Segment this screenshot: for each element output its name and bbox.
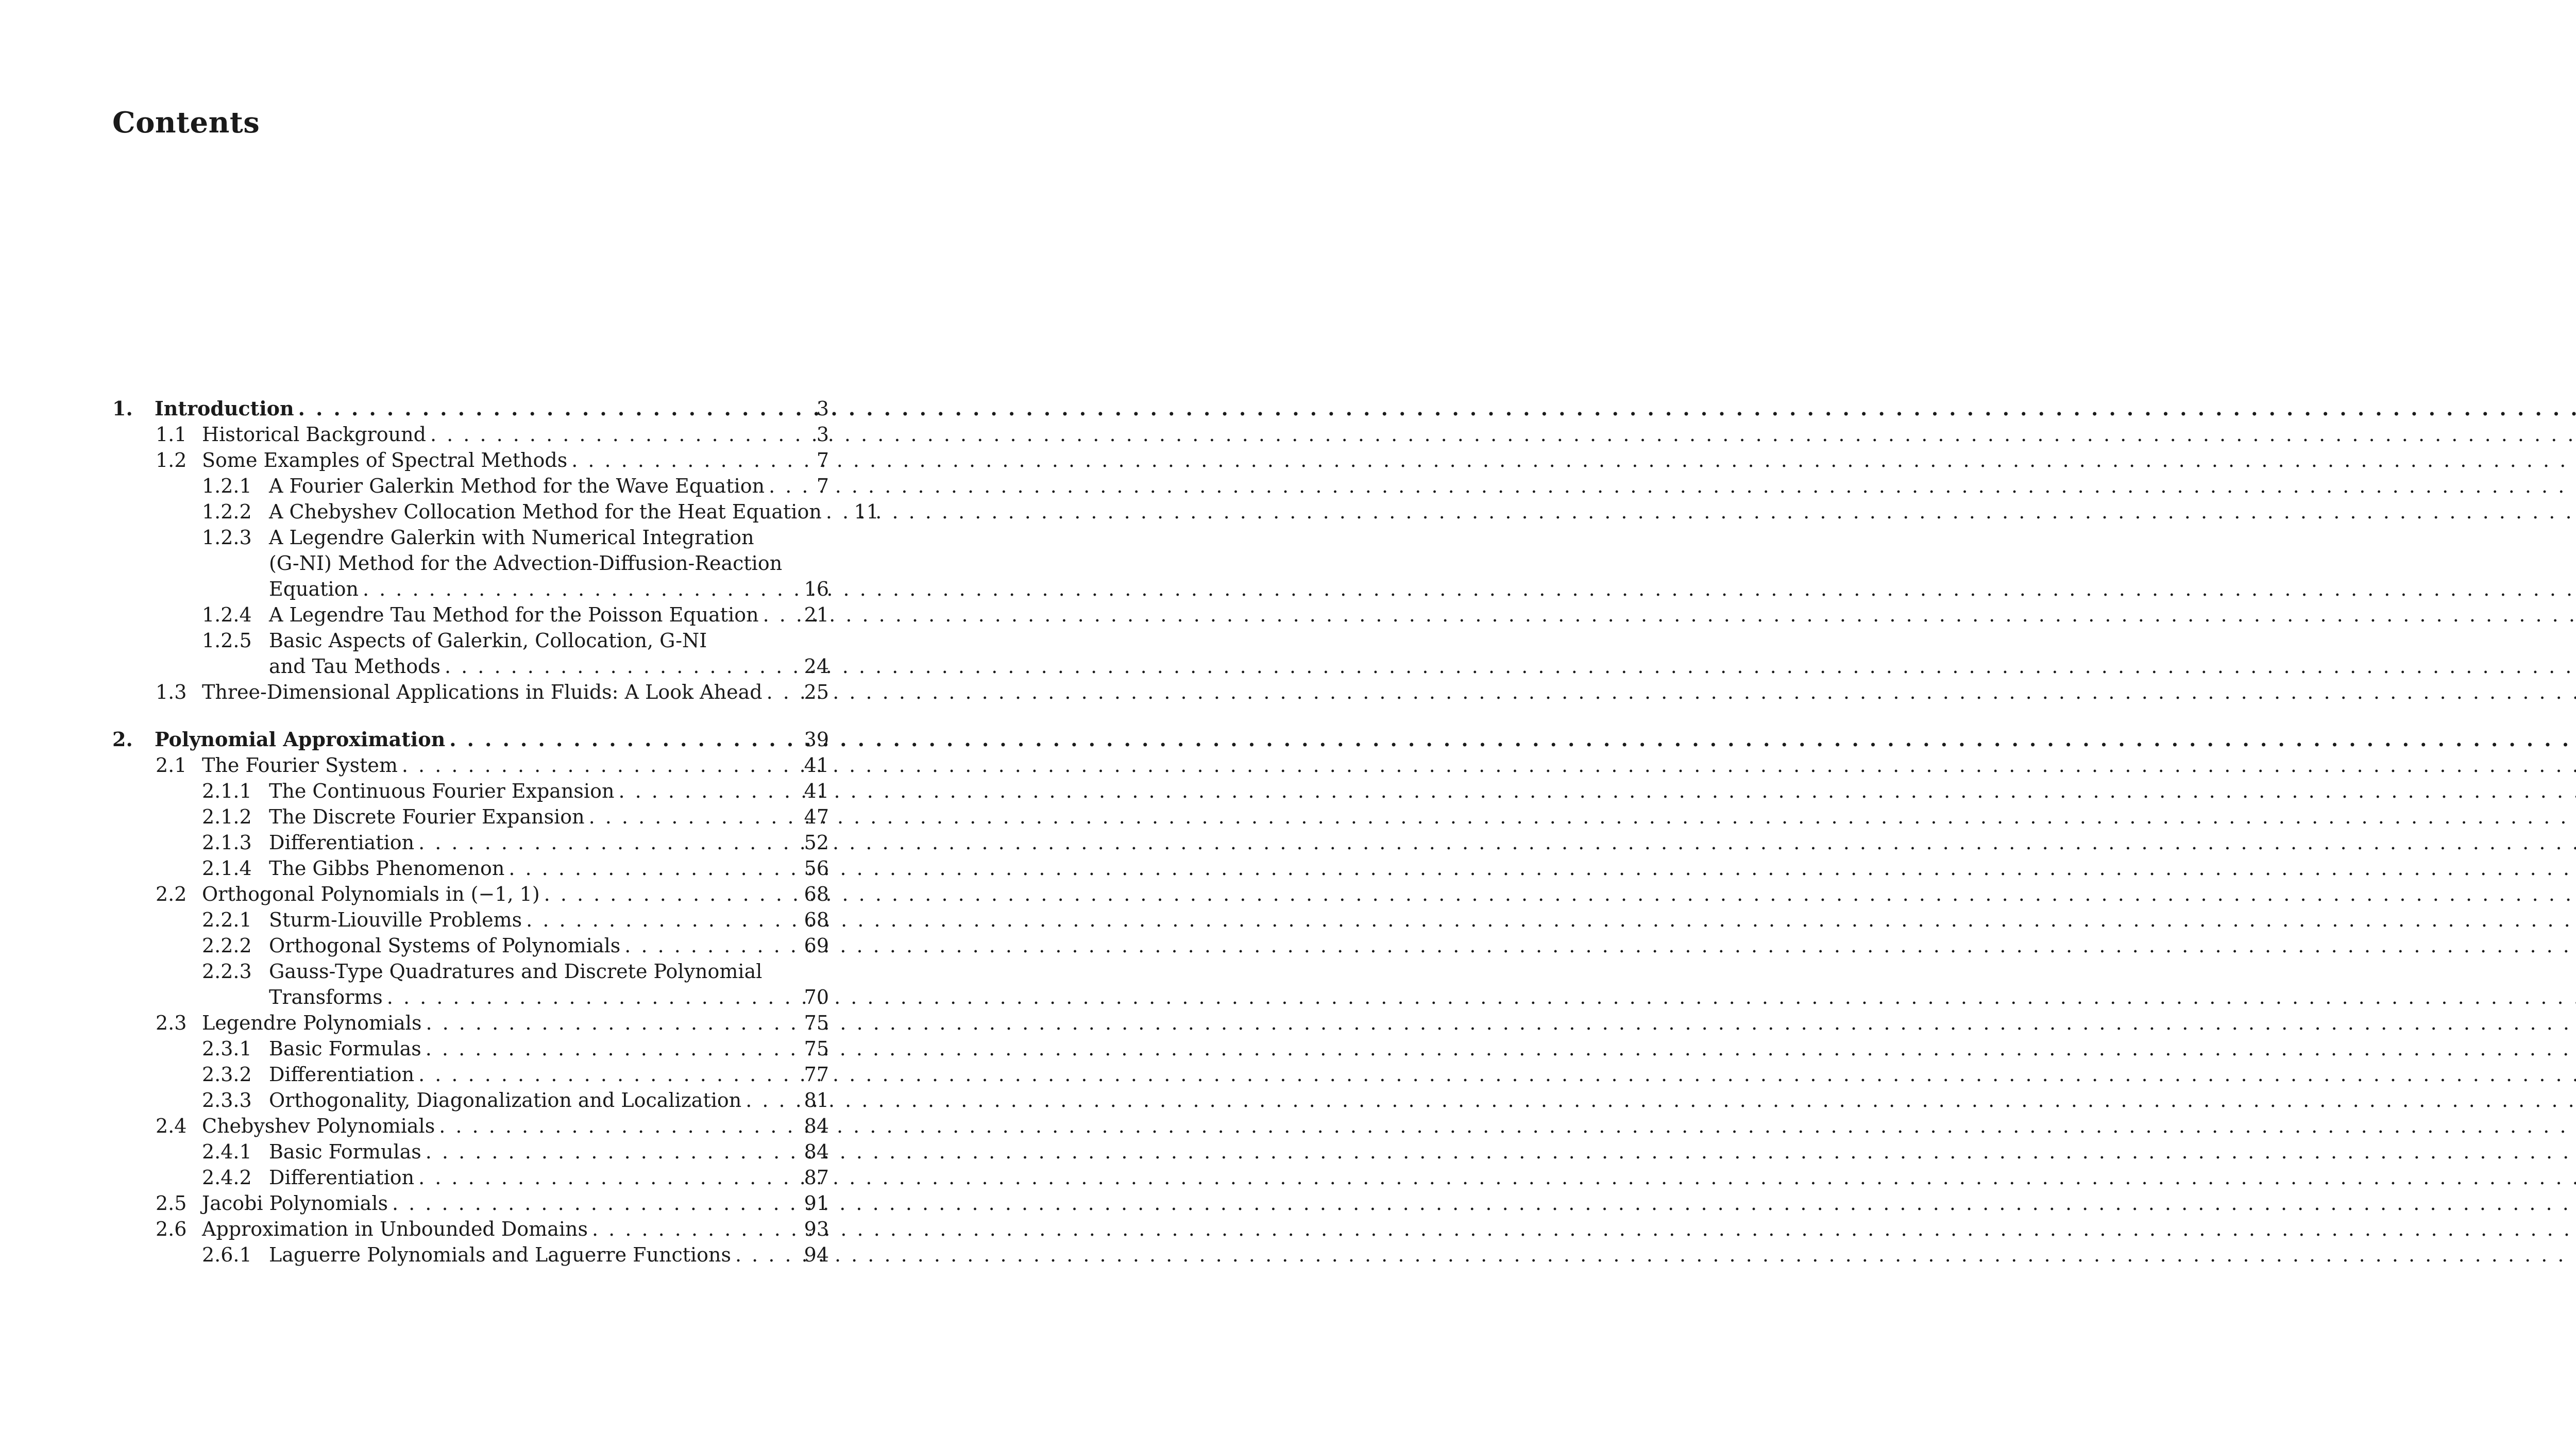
entry-title: Three-Dimensional Applications in Fluids: A Look Ahead bbox=[202, 681, 762, 703]
entry-text-line bbox=[155, 396, 829, 422]
page-number: 11 bbox=[854, 500, 879, 523]
page-number: 91 bbox=[804, 1192, 829, 1215]
page-number: 70 bbox=[804, 986, 829, 1008]
subsection-row[interactable] bbox=[0, 602, 942, 628]
entry-text-line bbox=[269, 602, 829, 628]
dot-leader bbox=[435, 1113, 780, 1139]
entry-title: Basic Formulas bbox=[269, 1140, 421, 1163]
entry-number: 1.2.5 bbox=[202, 629, 252, 652]
entry-text-line bbox=[269, 804, 829, 830]
subsection-row[interactable] bbox=[0, 1165, 942, 1190]
page-number: 7 bbox=[816, 449, 829, 472]
section-row[interactable] bbox=[0, 447, 942, 473]
entry-title: Jacobi Polynomials bbox=[202, 1192, 388, 1215]
entry-title: Differentiation bbox=[269, 1063, 415, 1086]
entry-number: 2. bbox=[112, 728, 133, 751]
entry-title: Basic Formulas bbox=[269, 1037, 421, 1060]
subsection-row[interactable] bbox=[0, 958, 942, 984]
entry-number: 2.4.1 bbox=[202, 1140, 252, 1163]
entry-text-line bbox=[202, 1190, 829, 1216]
entry-number: 2.3 bbox=[156, 1012, 187, 1034]
entry-text-line bbox=[269, 1242, 829, 1268]
entry-number: 2.6 bbox=[156, 1218, 187, 1240]
entry-number: 2.4.2 bbox=[202, 1166, 252, 1189]
entry-text-line bbox=[269, 499, 879, 525]
entry-text-line bbox=[202, 1216, 829, 1242]
subsection-row[interactable] bbox=[0, 907, 942, 933]
dot-leader bbox=[504, 855, 780, 881]
entry-title: Chebyshev Polynomials bbox=[202, 1115, 435, 1137]
entry-number: 1.1 bbox=[156, 423, 187, 446]
entry-number: 2.3.1 bbox=[202, 1037, 252, 1060]
entry-number: 2.1.3 bbox=[202, 831, 252, 854]
dot-leader bbox=[398, 752, 780, 778]
dot-leader bbox=[588, 1216, 780, 1242]
continuation-row[interactable] bbox=[0, 576, 942, 602]
subsection-row[interactable] bbox=[0, 804, 942, 830]
entry-text-line bbox=[202, 1113, 829, 1139]
entry-text-line bbox=[202, 679, 829, 705]
entry-text-line bbox=[269, 984, 829, 1010]
entry-number: 2.3.2 bbox=[202, 1063, 252, 1086]
page-number: 7 bbox=[816, 475, 829, 497]
page-number: 68 bbox=[804, 909, 829, 931]
entry-text-line bbox=[269, 628, 829, 653]
subsection-row[interactable] bbox=[0, 499, 942, 525]
section-row[interactable] bbox=[0, 1010, 942, 1036]
entry-text-line bbox=[269, 1087, 829, 1113]
page-number: 41 bbox=[804, 780, 829, 802]
entry-text-line bbox=[202, 881, 829, 907]
dot-leader bbox=[414, 1062, 780, 1087]
entry-number: 2.1.2 bbox=[202, 805, 252, 828]
entry-text-line bbox=[269, 855, 829, 881]
entry-number: 2.2.1 bbox=[202, 909, 252, 931]
entry-number: 1. bbox=[112, 397, 133, 420]
page-number: 21 bbox=[804, 603, 829, 626]
entry-title: Introduction bbox=[155, 397, 294, 420]
subsection-row[interactable] bbox=[0, 525, 942, 550]
entry-text-line bbox=[269, 933, 829, 958]
subsection-row[interactable] bbox=[0, 1036, 942, 1062]
dot-leader bbox=[421, 1036, 780, 1062]
page-number: 3 bbox=[816, 423, 829, 446]
page-number: 84 bbox=[804, 1115, 829, 1137]
entry-title: Orthogonal Polynomials in (−1, 1) bbox=[202, 883, 540, 905]
entry-number: 2.1 bbox=[156, 754, 187, 777]
subsection-row[interactable] bbox=[0, 933, 942, 958]
entry-number: 1.3 bbox=[156, 681, 187, 703]
subsection-row[interactable] bbox=[0, 778, 942, 804]
dot-leader bbox=[421, 1139, 780, 1165]
entry-title: Equation bbox=[269, 578, 359, 600]
dot-leader bbox=[540, 881, 780, 907]
entry-text-line bbox=[269, 1036, 829, 1062]
page-number: 68 bbox=[804, 883, 829, 905]
page-number: 75 bbox=[804, 1037, 829, 1060]
page-number: 41 bbox=[804, 754, 829, 777]
entry-title: Some Examples of Spectral Methods bbox=[202, 449, 568, 472]
page-number: 75 bbox=[804, 1012, 829, 1034]
entry-text-line bbox=[202, 1010, 829, 1036]
entry-title: The Gibbs Phenomenon bbox=[269, 857, 505, 880]
entry-title: Legendre Polynomials bbox=[202, 1012, 422, 1034]
entry-title: Orthogonal Systems of Polynomials bbox=[269, 934, 621, 957]
entry-title: Transforms bbox=[269, 986, 383, 1008]
dot-leader bbox=[522, 907, 780, 933]
page-number: 3 bbox=[816, 397, 829, 420]
entry-number: 2.1.4 bbox=[202, 857, 252, 880]
entry-title: Orthogonality, Diagonalization and Localization bbox=[269, 1089, 742, 1112]
entry-text-line bbox=[269, 576, 829, 602]
continuation-row[interactable] bbox=[0, 984, 942, 1010]
page-number: 25 bbox=[804, 681, 829, 703]
page-number: 69 bbox=[804, 934, 829, 957]
subsection-row[interactable] bbox=[0, 1242, 942, 1268]
entry-title: and Tau Methods bbox=[269, 655, 440, 678]
dot-leader bbox=[294, 396, 780, 422]
entry-text-line bbox=[155, 727, 829, 752]
page-number: 56 bbox=[804, 857, 829, 880]
entry-title: (G-NI) Method for the Advection-Diffusion-Reaction bbox=[269, 552, 783, 575]
entry-text-line bbox=[269, 778, 829, 804]
entry-number: 2.2 bbox=[156, 883, 187, 905]
entry-number: 1.2.2 bbox=[202, 500, 252, 523]
page-number: 39 bbox=[804, 728, 829, 751]
page-number: 47 bbox=[804, 805, 829, 828]
dot-leader bbox=[414, 1165, 780, 1190]
entry-title: Sturm-Liouville Problems bbox=[269, 909, 522, 931]
page-number: 16 bbox=[804, 578, 829, 600]
section-row[interactable] bbox=[0, 752, 942, 778]
entry-number: 2.1.1 bbox=[202, 780, 252, 802]
dot-leader bbox=[567, 447, 780, 473]
dot-leader bbox=[731, 1242, 780, 1268]
entry-number: 2.3.3 bbox=[202, 1089, 252, 1112]
subsection-row[interactable] bbox=[0, 830, 942, 855]
entry-text-line bbox=[269, 1062, 829, 1087]
entry-text-line bbox=[269, 958, 829, 984]
dot-leader bbox=[383, 984, 780, 1010]
dot-leader bbox=[440, 653, 780, 679]
subsection-row[interactable] bbox=[0, 1062, 942, 1087]
entry-text-line bbox=[269, 525, 829, 550]
page-number: 87 bbox=[804, 1166, 829, 1189]
entry-text-line bbox=[269, 830, 829, 855]
dot-leader bbox=[741, 1087, 780, 1113]
section-row[interactable] bbox=[0, 1190, 942, 1216]
dot-leader bbox=[759, 602, 780, 628]
continuation-row[interactable] bbox=[0, 550, 942, 576]
dot-leader bbox=[822, 499, 830, 525]
page-number: 84 bbox=[804, 1140, 829, 1163]
dot-leader bbox=[445, 727, 780, 752]
entry-text-line bbox=[269, 550, 829, 576]
entry-title: The Fourier System bbox=[202, 754, 398, 777]
entry-title: A Legendre Tau Method for the Poisson Equation bbox=[269, 603, 759, 626]
dot-leader bbox=[421, 1010, 780, 1036]
entry-number: 1.2 bbox=[156, 449, 187, 472]
section-row[interactable] bbox=[0, 422, 942, 447]
entry-title: Approximation in Unbounded Domains bbox=[202, 1218, 588, 1240]
dot-leader bbox=[585, 804, 780, 830]
page-number: 52 bbox=[804, 831, 829, 854]
subsection-row[interactable] bbox=[0, 1139, 942, 1165]
entry-number: 1.2.3 bbox=[202, 526, 252, 549]
entry-number: 2.2.2 bbox=[202, 934, 252, 957]
entry-number: 2.5 bbox=[156, 1192, 187, 1215]
section-row[interactable] bbox=[0, 1216, 942, 1242]
entry-number: 1.2.4 bbox=[202, 603, 252, 626]
dot-leader bbox=[426, 422, 780, 447]
entry-text-line bbox=[269, 653, 829, 679]
entry-title: The Discrete Fourier Expansion bbox=[269, 805, 585, 828]
entry-title: A Legendre Galerkin with Numerical Integration bbox=[269, 526, 754, 549]
entry-text-line bbox=[269, 907, 829, 933]
entry-title: Differentiation bbox=[269, 1166, 415, 1189]
page-number: 93 bbox=[804, 1218, 829, 1240]
dot-leader bbox=[614, 778, 780, 804]
page-number: 77 bbox=[804, 1063, 829, 1086]
entry-number: 2.4 bbox=[156, 1115, 187, 1137]
entry-number: 2.2.3 bbox=[202, 960, 252, 983]
continuation-row[interactable] bbox=[0, 653, 942, 679]
entry-title: Gauss-Type Quadratures and Discrete Polynomial bbox=[269, 960, 762, 983]
section-row[interactable] bbox=[0, 881, 942, 907]
dot-leader bbox=[388, 1190, 780, 1216]
entry-title: Polynomial Approximation bbox=[155, 728, 446, 751]
page-number: 81 bbox=[804, 1089, 829, 1112]
subsection-row[interactable] bbox=[0, 855, 942, 881]
page-number: 94 bbox=[804, 1243, 829, 1266]
subsection-row[interactable] bbox=[0, 628, 942, 653]
dot-leader bbox=[765, 473, 780, 499]
entry-title: Historical Background bbox=[202, 423, 426, 446]
entry-title: Laguerre Polynomials and Laguerre Functions bbox=[269, 1243, 732, 1266]
entry-text-line bbox=[202, 752, 829, 778]
entry-number: 2.6.1 bbox=[202, 1243, 252, 1266]
entry-title: A Fourier Galerkin Method for the Wave Equation bbox=[269, 475, 765, 497]
entry-title: Basic Aspects of Galerkin, Collocation, G-NI bbox=[269, 629, 707, 652]
chapter-row[interactable] bbox=[0, 727, 942, 752]
entry-title: The Continuous Fourier Expansion bbox=[269, 780, 615, 802]
page-title: Contents bbox=[112, 106, 260, 140]
entry-text-line bbox=[269, 473, 829, 499]
entry-text-line bbox=[202, 447, 829, 473]
entry-text-line bbox=[269, 1165, 829, 1190]
dot-leader bbox=[359, 576, 780, 602]
subsection-row[interactable] bbox=[0, 1087, 942, 1113]
subsection-row[interactable] bbox=[0, 473, 942, 499]
chapter-row[interactable] bbox=[0, 396, 942, 422]
entry-text-line bbox=[202, 422, 829, 447]
section-row[interactable] bbox=[0, 679, 942, 705]
section-row[interactable] bbox=[0, 1113, 942, 1139]
dot-leader bbox=[620, 933, 780, 958]
entry-text-line bbox=[269, 1139, 829, 1165]
dot-leader bbox=[414, 830, 780, 855]
entry-title: A Chebyshev Collocation Method for the Heat Equation bbox=[269, 500, 822, 523]
page-number: 24 bbox=[804, 655, 829, 678]
entry-number: 1.2.1 bbox=[202, 475, 252, 497]
dot-leader bbox=[762, 679, 780, 705]
entry-title: Differentiation bbox=[269, 831, 415, 854]
